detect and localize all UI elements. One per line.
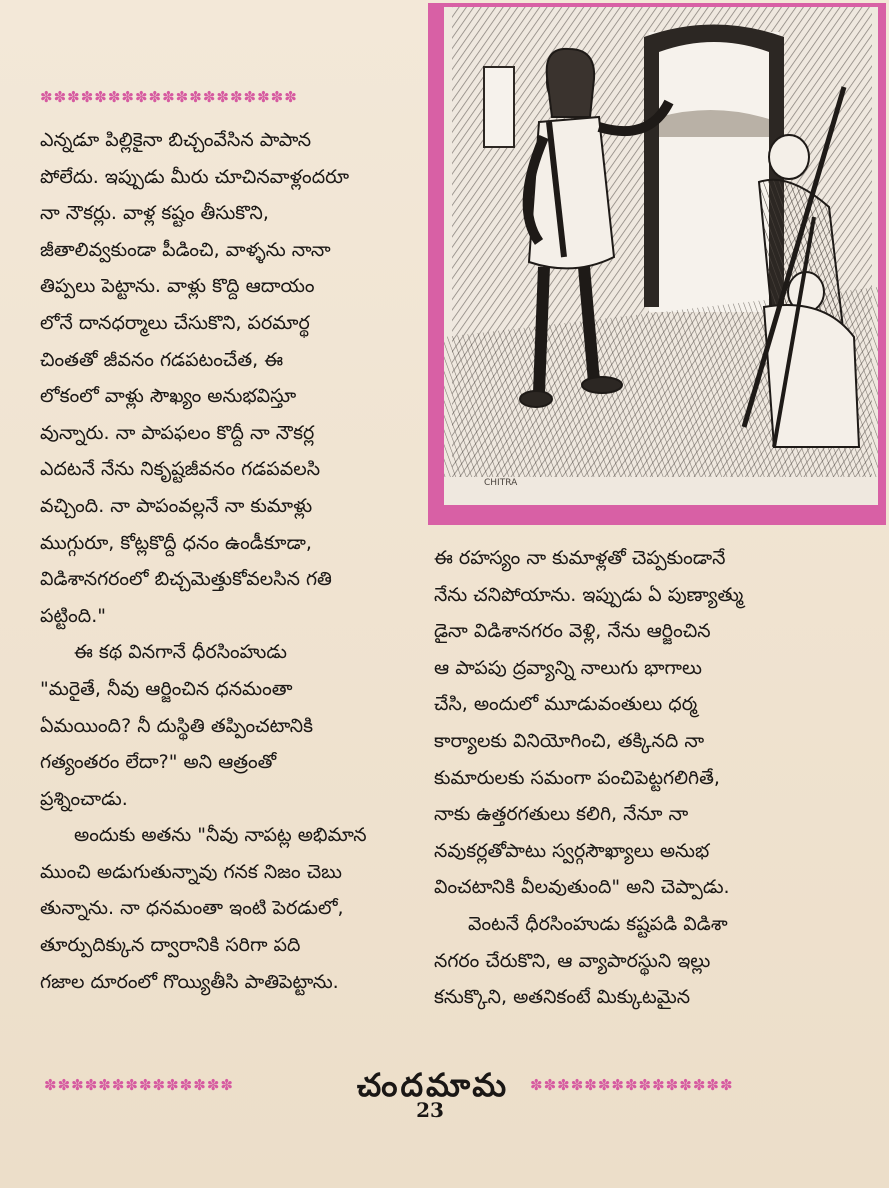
text-line: వచ్చింది. నా పాపంవల్లనే నా కుమాళ్లు [40,494,313,517]
text-line: "మరైతే, నీవు ఆర్జించిన ధనమంతా [40,677,293,700]
text-line: ముంచి అడుగుతున్నావు గనక నిజం చెబు [40,860,342,883]
text-line: నేను చనిపోయాను. ఇప్పుడు ఏ పుణ్యాత్ము [434,583,744,606]
text-line: వున్నారు. నా పాపఫలం కొద్దీ నా నౌకర్ల [40,421,315,444]
text-line: పోలేదు. ఇప్పుడు మీరు చూచినవాళ్లందరూ [40,165,350,188]
text-line: లోకంలో వాళ్లు సౌఖ్యం అనుభవిస్తూ [40,385,297,408]
text-line: ముగ్గురూ, కోట్లకొద్దీ ధనం ఉండీకూడా, [40,531,312,554]
text-line: లోనే దానధర్మాలు చేసుకొని, పరమార్థ [40,311,310,334]
text-line: గత్యంతరం లేదా?" అని ఆత్రంతో [40,751,277,774]
text-line: ఆ పాపపు ద్రవ్యాన్ని నాలుగు భాగాలు [434,656,702,679]
left-text-column [40,122,428,1000]
svg-text:CHITRA: CHITRA [484,478,518,488]
right-text-column [434,540,882,1016]
text-line: జీతాలివ్వకుండా పీడించి, వాళ్ళను నానా [40,238,331,261]
footer-ornament-right: ✽✽✽✽✽✽✽✽✽✽✽✽✽✽✽ [530,1076,734,1094]
text-line: చింతతో జీవనం గడపటంచేత, ఈ [40,348,284,371]
text-line: తూర్పుదిక్కున ద్వారానికి సరిగా పది [40,934,301,957]
text-line: ఎదటనే నేను నికృష్టజీవనం గడపవలసి [40,458,321,481]
text-line: తున్నాను. నా ధనమంతా ఇంటి పెరడులో, [40,897,344,920]
text-line: తిప్పలు పెట్టాను. వాళ్లు కొద్ది ఆదాయం [40,275,315,298]
text-line: నవుకర్లతోపాటు స్వర్గసౌఖ్యాలు అనుభ [434,839,710,862]
text-line: కార్యాలకు వినియోగించి, తక్కినది నా [434,729,705,752]
illustration-frame [428,3,886,525]
text-line: ఏమయింది? నీ దుస్థితి తప్పించటానికి [40,714,314,737]
text-line: విడిశానగరంలో బిచ్చమెత్తుకోవలసిన గతి [40,568,332,591]
magazine-title: చందమామ [356,1066,510,1104]
page-number: 23 [416,1098,444,1122]
text-line: వెంటనే ధీరసింహుడు కష్టపడి విడిశా [468,912,728,935]
text-line: ఈ రహస్యం నా కుమాళ్లతో చెప్పకుండానే [434,547,726,569]
text-line: ప్రశ్నించాడు. [40,787,128,810]
text-line: చేసి, అందులో మూడువంతులు ధర్మ [434,693,698,716]
text-line: నగరం చేరుకొని, ఆ వ్యాపారస్థుని ఇల్లు [434,949,711,972]
text-line: కుమారులకు సమంగా పంచిపెట్టగలిగితే, [434,766,720,789]
header-ornament-border: ✽✽✽✽✽✽✽✽✽✽✽✽✽✽✽✽✽✽✽ [40,88,298,106]
text-line: నా నౌకర్లు. వాళ్ల కష్టం తీసుకొని, [40,202,269,225]
text-line: ఎన్నడూ పిల్లికైనా బిచ్చంవేసిన పాపాన [40,129,312,151]
text-line: ఈ కథ వినగానే ధీరసింహుడు [74,641,287,664]
text-line: కనుక్కొని, అతనికంటే మిక్కుటమైన [434,986,691,1009]
text-line: డైనా విడిశానగరం వెళ్లి, నేను ఆర్జించిన [434,620,711,643]
text-line: అందుకు అతను "నీవు నాపట్ల అభిమాన [74,824,367,847]
story-illustration [444,7,878,505]
footer-ornament-left: ✽✽✽✽✽✽✽✽✽✽✽✽✽✽ [44,1076,234,1094]
text-line: గజాల దూరంలో గొయ్యితీసి పాతిపెట్టాను. [40,970,339,993]
text-line: పట్టింది." [40,604,107,627]
text-line: నాకు ఉత్తరగతులు కలిగి, నేనూ నా [434,803,689,826]
illustration-drawing [444,7,878,505]
text-line: వించటానికి వీలవుతుంది" అని చెప్పాడు. [434,876,730,899]
